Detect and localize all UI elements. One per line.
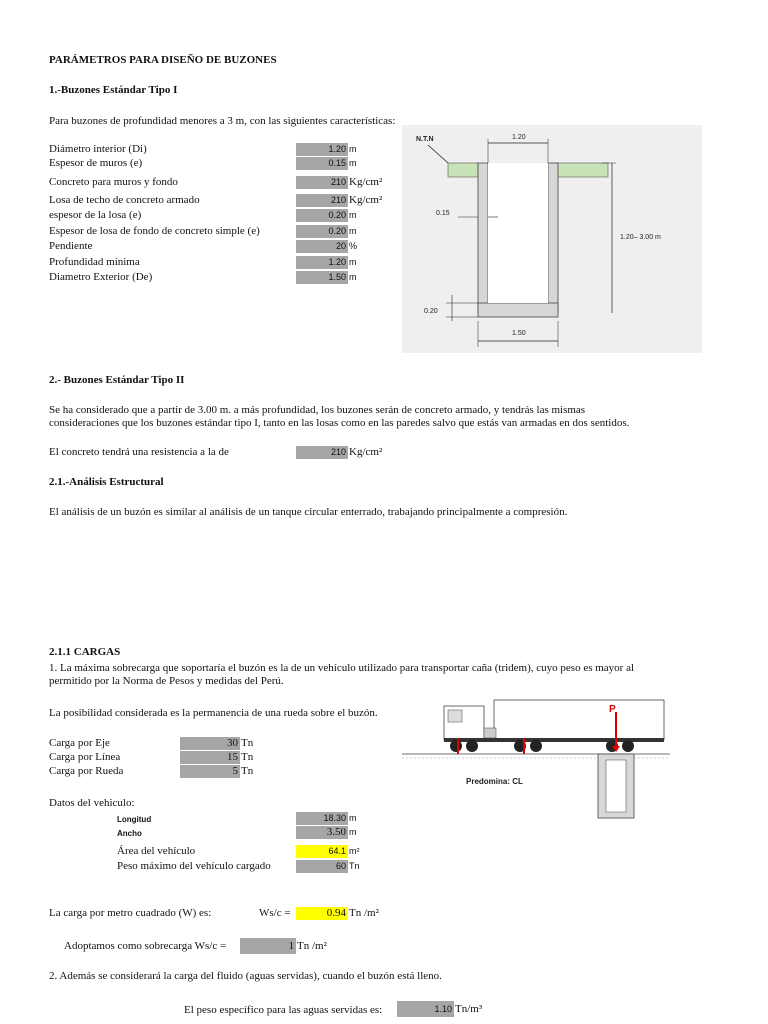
peso-unit: Tn: [349, 861, 360, 871]
dim-bottom-label: 0.20: [424, 308, 438, 315]
param-unit: m: [349, 226, 357, 236]
longitud-label: Longitud: [117, 815, 152, 824]
peso-label: Peso máximo del vehículo cargado: [117, 860, 271, 872]
param-unit: Kg/cm²: [349, 194, 383, 206]
param-label: Profundidad mínima: [49, 256, 140, 268]
param-value: 0.15: [296, 157, 348, 170]
param-label: Diametro Exterior (De): [49, 271, 153, 283]
param-label: Pendiente: [49, 240, 93, 252]
load-unit: Tn: [241, 737, 254, 749]
load-label: Carga por Línea: [49, 751, 121, 763]
soil-label: Predomina: CL: [466, 777, 523, 786]
ancho-value: 3.50: [296, 826, 348, 839]
load-label: Carga por Eje: [49, 737, 110, 749]
param-unit: %: [349, 241, 358, 251]
dim-bottom-width-label: 1.50: [512, 330, 526, 337]
param-label: Espesor de losa de fondo de concreto simple (e): [49, 225, 260, 237]
param-label: Diámetro interior (Di): [49, 143, 147, 155]
param-value: 0.20: [296, 209, 348, 222]
param-value: 1.20: [296, 256, 348, 269]
manhole-section-diagram: [402, 125, 702, 353]
section1-intro: Para buzones de profundidad menores a 3 m, con las siguientes características:: [49, 115, 396, 127]
section211-heading: 2.1.1 CARGAS: [49, 646, 121, 658]
section21-paragraph: El análisis de un buzón es similar al análisis de un tanque circular enterrado, trabajando principalmente a compresión.: [49, 506, 568, 518]
section2-paragraph-line2: consideraciones que los buzones estándar tipo I, tanto en las losas como en las paredes salvo que estás van armadas en dos sentidos.: [49, 417, 630, 429]
load-unit: Tn: [241, 765, 254, 777]
truck-load-diagram: [402, 698, 670, 820]
vehicle-data-title: Datos del vehiculo:: [49, 797, 135, 809]
section21-heading: 2.1.-Análisis Estructural: [49, 476, 164, 488]
param-unit: m: [349, 158, 357, 168]
load-value: 15: [180, 751, 240, 764]
resistance-label: El concreto tendrá una resistencia a la de: [49, 446, 229, 458]
longitud-unit: m: [349, 813, 357, 823]
ancho-unit: m: [349, 827, 357, 837]
param-unit: Kg/cm²: [349, 176, 383, 188]
load-label: Carga por Rueda: [49, 765, 124, 777]
param-label: Concreto para muros y fondo: [49, 176, 178, 188]
dim-wall-label: 0.15: [436, 210, 450, 217]
adopt-value: 1: [240, 938, 296, 954]
peso-especifico-unit: Tn/m³: [455, 1003, 483, 1015]
area-label: Área del vehículo: [117, 845, 196, 857]
param-value: 1.50: [296, 271, 348, 284]
section1-heading: 1.-Buzones Estándar Tipo I: [49, 84, 178, 96]
w-symbol: Ws/c =: [259, 907, 291, 919]
item2-text: 2. Además se considerará la carga del fluido (aguas servidas), cuando el buzón está lleno.: [49, 970, 442, 982]
param-value: 1.20: [296, 143, 348, 156]
longitud-value: 18.30: [296, 812, 348, 825]
param-label: Espesor de muros (e): [49, 157, 143, 169]
page-title: PARÁMETROS PARA DISEÑO DE BUZONES: [49, 54, 277, 66]
w-unit: Tn /m²: [349, 907, 379, 919]
load-value: 5: [180, 765, 240, 778]
load-unit: Tn: [241, 751, 254, 763]
param-value: 210: [296, 194, 348, 207]
item1-line2: permitido por la Norma de Pesos y medidas del Perú.: [49, 675, 284, 687]
resistance-value: 210: [296, 446, 348, 459]
adopt-unit: Tn /m²: [297, 940, 327, 952]
load-value: 30: [180, 737, 240, 750]
item1-line1: 1. La máxima sobrecarga que soportaría el buzón es la de un vehículo utilizado para transportar caña (tridem), cuyo peso es mayor al: [49, 662, 635, 674]
w-label: La carga por metro cuadrado (W) es:: [49, 907, 212, 919]
param-unit: m: [349, 144, 357, 154]
ancho-label: Ancho: [117, 829, 142, 838]
peso-especifico-label: El peso específico para las aguas servidas es:: [184, 1004, 383, 1016]
section2-paragraph-line1: Se ha considerado que a partir de 3.00 m. a más profundidad, los buzones serán de concreto armado, y tendrás las mismas: [49, 404, 586, 416]
ntn-label: N.T.N: [416, 136, 434, 143]
param-label: Losa de techo de concreto armado: [49, 194, 200, 206]
param-label: espesor de la losa (e): [49, 209, 142, 221]
adopt-label: Adoptamos como sobrecarga Ws/c =: [64, 940, 227, 952]
section2-heading: 2.- Buzones Estándar Tipo II: [49, 374, 185, 386]
dim-top-label: 1.20: [512, 134, 526, 141]
area-unit: m²: [349, 846, 360, 856]
possibility-text: La posibilidad considerada es la permanencia de una rueda sobre el buzón.: [49, 707, 378, 719]
load-p-label: P: [609, 704, 616, 715]
param-unit: m: [349, 210, 357, 220]
param-value: 0.20: [296, 225, 348, 238]
param-unit: m: [349, 272, 357, 282]
dim-depth-label: 1.20– 3.00 m: [620, 234, 661, 241]
resistance-unit: Kg/cm²: [349, 446, 383, 458]
peso-value: 60: [296, 860, 348, 873]
param-unit: m: [349, 257, 357, 267]
param-value: 20: [296, 240, 348, 253]
peso-especifico-value: 1.10: [397, 1001, 454, 1017]
w-value: 0.94: [296, 907, 348, 920]
area-value: 64.1: [296, 845, 348, 858]
param-value: 210: [296, 176, 348, 189]
